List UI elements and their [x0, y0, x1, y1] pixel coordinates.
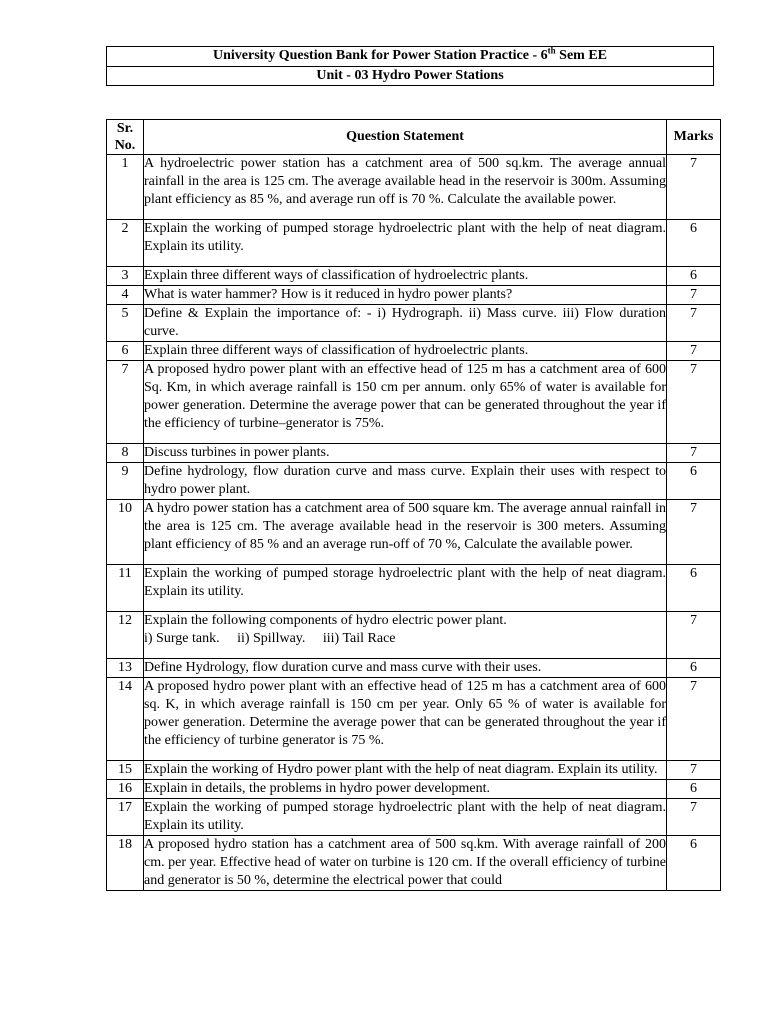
marks-cell: 7	[667, 500, 721, 565]
question-cell: What is water hammer? How is it reduced in hydro power plants?	[144, 286, 667, 305]
sr-no-cell: 2	[107, 220, 144, 267]
question-cell: Explain three different ways of classification of hydroelectric plants.	[144, 342, 667, 361]
table-header-row	[107, 120, 721, 155]
table-row	[107, 155, 721, 220]
table-row	[107, 836, 721, 891]
sr-no-cell: 3	[107, 267, 144, 286]
question-cell: Explain the working of pumped storage hydroelectric plant with the help of neat diagram. Explain its utility.	[144, 799, 667, 836]
unit-title: Unit - 03 Hydro Power Stations	[107, 66, 713, 85]
title-prefix: University Question Bank for Power Station Practice - 6	[212, 48, 548, 63]
marks-cell: 6	[667, 267, 721, 286]
sr-no-cell: 8	[107, 444, 144, 463]
marks-cell: 7	[667, 799, 721, 836]
sr-no-cell: 18	[107, 836, 144, 891]
table-row	[107, 463, 721, 500]
question-cell: Explain the working of Hydro power plant with the help of neat diagram. Explain its utility.	[144, 761, 667, 780]
table-row	[107, 342, 721, 361]
table-row	[107, 761, 721, 780]
question-cell: Explain in details, the problems in hydro power development.	[144, 780, 667, 799]
sr-no-cell: 17	[107, 799, 144, 836]
marks-cell: 7	[667, 612, 721, 659]
question-cell: Explain the working of pumped storage hydroelectric plant with the help of neat diagram. Explain its utility.	[144, 565, 667, 612]
question-cell: A hydroelectric power station has a catchment area of 500 sq.km. The average annual rainfall in the area is 125 cm. The average available head in the reservoir is 300m. Assuming plant efficiency as 85 %, and average run off is 70 %. Calculate the available power.	[144, 155, 667, 220]
sr-no-cell: 12	[107, 612, 144, 659]
marks-cell: 6	[667, 836, 721, 891]
table-row	[107, 286, 721, 305]
sr-header-line2: No.	[114, 138, 136, 153]
question-cell: Define Hydrology, flow duration curve and mass curve with their uses.	[144, 659, 667, 678]
marks-cell: 7	[667, 305, 721, 342]
sr-no-cell: 5	[107, 305, 144, 342]
question-text: Explain the following components of hydro electric power plant.	[144, 613, 507, 628]
table-row	[107, 267, 721, 286]
question-subitems: i) Surge tank. ii) Spillway. iii) Tail Race	[144, 631, 396, 646]
question-cell: A proposed hydro power plant with an effective head of 125 m has a catchment area of 600 Sq. Km, in which average rainfall is 150 cm per annum. only 65% of water is available for power generation. Determine the average power that can be generated throughout the year if the efficiency of turbine–generator is 75%.	[144, 361, 667, 444]
table-row	[107, 659, 721, 678]
sr-no-cell: 9	[107, 463, 144, 500]
table-row	[107, 612, 721, 659]
table-row	[107, 305, 721, 342]
sr-no-cell: 4	[107, 286, 144, 305]
title-superscript: th	[547, 45, 556, 56]
table-row	[107, 678, 721, 761]
marks-cell: 6	[667, 659, 721, 678]
sr-no-cell: 13	[107, 659, 144, 678]
sr-no-cell: 10	[107, 500, 144, 565]
question-cell: A hydro power station has a catchment area of 500 square km. The average annual rainfall in the area is 125 cm. The average available head in the reservoir is 300 meters. Assuming plant efficiency of 85 % and an average run-off of 70 %, Calculate the available power.	[144, 500, 667, 565]
marks-cell: 6	[667, 780, 721, 799]
title-suffix: Sem EE	[555, 48, 608, 63]
marks-cell: 7	[667, 286, 721, 305]
marks-cell: 7	[667, 155, 721, 220]
sr-no-cell: 6	[107, 342, 144, 361]
table-row	[107, 220, 721, 267]
table-row	[107, 799, 721, 836]
marks-cell: 6	[667, 565, 721, 612]
sr-no-cell: 16	[107, 780, 144, 799]
sr-no-cell: 15	[107, 761, 144, 780]
question-cell: Explain three different ways of classification of hydroelectric plants.	[144, 267, 667, 286]
marks-cell: 6	[667, 220, 721, 267]
sr-header-line1: Sr.	[116, 121, 134, 136]
question-cell: A proposed hydro station has a catchment area of 500 sq.km. With average rainfall of 200 cm. per year. Effective head of water on turbine is 120 cm. If the overall efficiency of turbine and generator is 50 %, determine the electrical power that could	[144, 836, 667, 891]
question-cell: Discuss turbines in power plants.	[144, 444, 667, 463]
marks-cell: 7	[667, 678, 721, 761]
marks-cell: 7	[667, 761, 721, 780]
question-cell: Define hydrology, flow duration curve and mass curve. Explain their uses with respect to hydro power plant.	[144, 463, 667, 500]
table-row	[107, 444, 721, 463]
sr-no-cell: 1	[107, 155, 144, 220]
column-header-question: Question Statement	[144, 120, 667, 155]
marks-cell: 7	[667, 361, 721, 444]
column-header-sr-no	[107, 120, 144, 155]
sr-no-cell: 11	[107, 565, 144, 612]
table-row	[107, 780, 721, 799]
question-cell: Define & Explain the importance of: - i) Hydrograph. ii) Mass curve. iii) Flow duration curve.	[144, 305, 667, 342]
table-row	[107, 565, 721, 612]
column-header-marks: Marks	[667, 120, 721, 155]
question-cell	[144, 612, 667, 659]
table-body	[107, 155, 721, 891]
marks-cell: 6	[667, 463, 721, 500]
marks-cell: 7	[667, 342, 721, 361]
question-cell: Explain the working of pumped storage hydroelectric plant with the help of neat diagram. Explain its utility.	[144, 220, 667, 267]
header-box	[106, 46, 714, 86]
table-row	[107, 361, 721, 444]
question-table	[106, 119, 721, 891]
question-cell: A proposed hydro power plant with an effective head of 125 m has a catchment area of 600 sq. K, in which average rainfall is 150 cm per year. Only 65 % of water is available for power generation. Determine the average power that can be generated throughout the year if the efficiency of turbine generator is 75 %.	[144, 678, 667, 761]
marks-cell: 7	[667, 444, 721, 463]
sr-no-cell: 7	[107, 361, 144, 444]
table-row	[107, 500, 721, 565]
sr-no-cell: 14	[107, 678, 144, 761]
page-title	[107, 47, 713, 66]
